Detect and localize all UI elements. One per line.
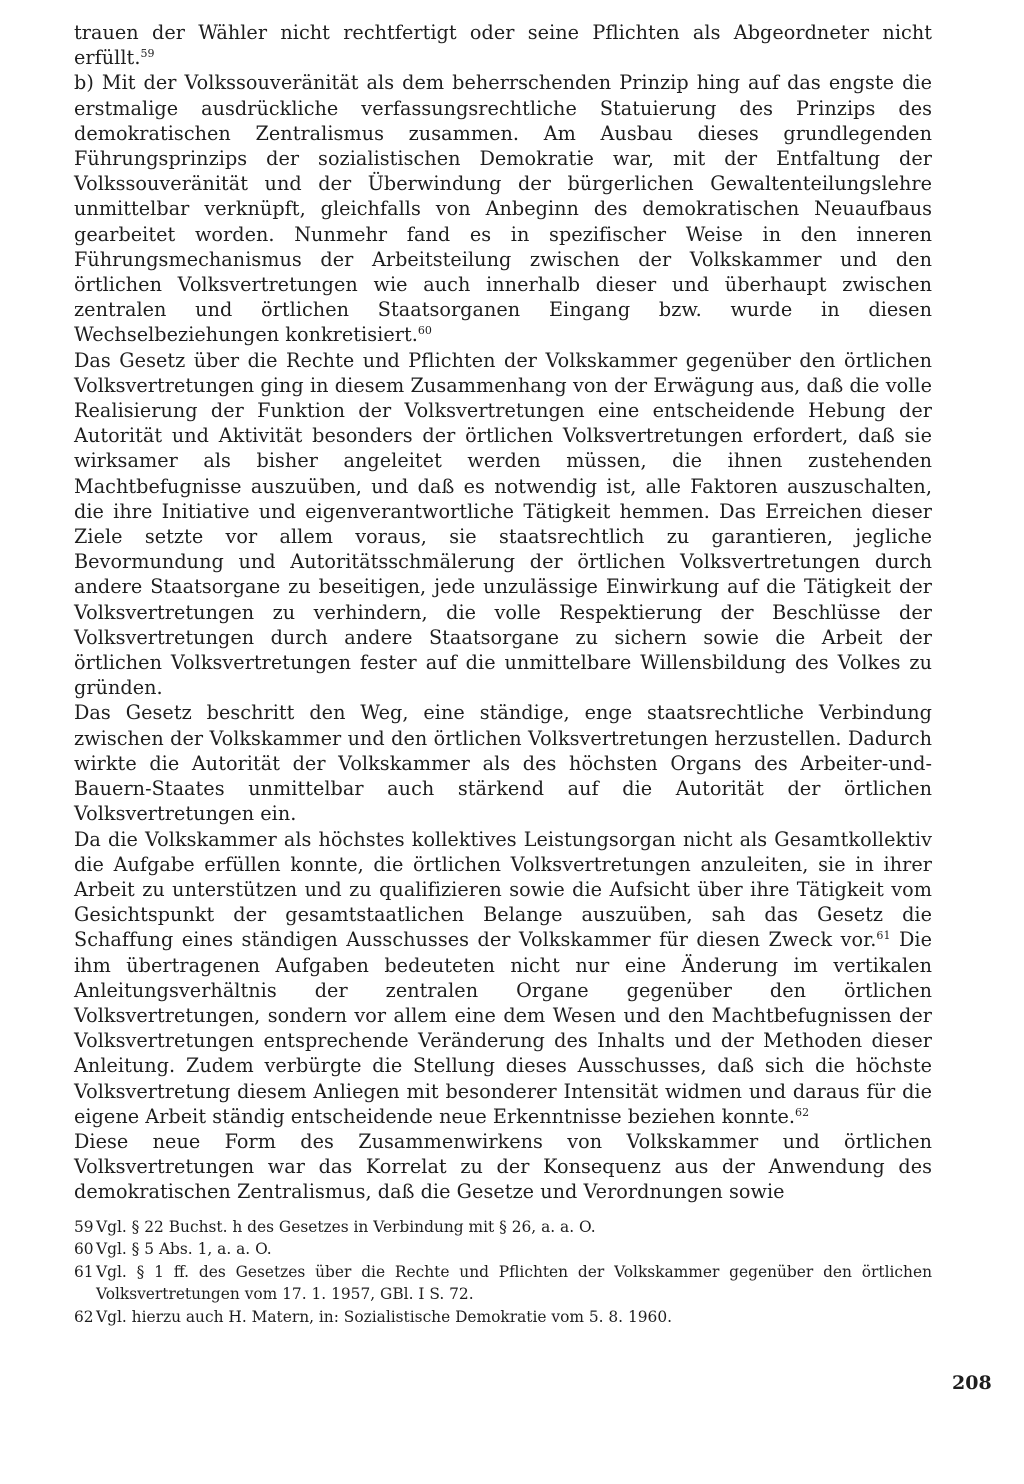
footnotes [74,1216,932,1329]
paragraph: Das Gesetz beschritt den Weg, eine ständige, enge staatsrechtliche Verbindung zwischen der Volkskammer und den örtlichen Volksvertretungen herzustellen. Dadurch wirkte die Autorität der Volkskammer als des höchsten Organs des Arbeiter-und-Bauern-Staates unmittelbar auch stärkend auf die Autorität der örtlichen Volksvertretungen ein. [74,701,932,826]
page-number: 208 [952,1372,992,1394]
footnote-text: Vgl. hierzu auch H. Matern, in: Sozialistische Demokratie vom 5. 8. 1960. [96,1307,673,1326]
book-page [74,20,932,1328]
footnote [74,1306,932,1329]
paragraph: b) Mit der Volkssouveränität als dem beherrschenden Prinzip hing auf das engste die erstmalige ausdrückliche verfassungsrechtliche Statuierung des Prinzips des demokratischen Zentralismus zusammen. Am Ausbau dieses grundlegenden Führungsprinzips der sozialistischen Demokratie war, mit der Entfaltung der Volkssouveränität und der Überwindung der bürgerlichen Gewaltenteilungslehre unmittelbar verknüpft, gleichfalls von Anbeginn des demokratischen Neuaufbaus gearbeitet worden. Nunmehr fand es in spezifischer Weise in den inneren Führungsmechanismus der Arbeitsteilung zwischen der Volkskammer und den örtlichen Volksvertretungen wie auch innerhalb dieser und überhaupt zwischen zentralen und örtlichen Staatsorganen Eingang bzw. wurde in diesen Wechselbeziehungen konkretisiert.$^{60}$ [74,71,932,347]
footnote-number: 62 [74,1307,94,1326]
footnote-number: 61 [74,1262,94,1281]
footnote [74,1261,932,1306]
footnote [74,1216,932,1239]
paragraph: Das Gesetz über die Rechte und Pflichten der Volkskammer gegenüber den örtlichen Volksvertretungen ging in diesem Zusammenhang von der Erwägung aus, daß die volle Realisierung der Funktion der Volksvertretungen eine entscheidende Hebung der Autorität und Aktivität besonders der örtlichen Volksvertretungen erfordert, daß sie wirksamer als bisher angeleitet werden müssen, die ihnen zustehenden Machtbefugnisse auszuüben, und daß es notwendig ist, alle Faktoren auszuschalten, die ihre Initiative und eigenverantwortliche Tätigkeit hemmen. Das Erreichen dieser Ziele setzte vor allem voraus, sie staatsrechtlich zu garantieren, jegliche Bevormundung und Autoritätsschmälerung der örtlichen Volksvertretungen durch andere Staatsorgane zu beseitigen, jede unzulässige Einwirkung auf die Tätigkeit der Volksvertretungen zu verhindern, die volle Respektierung der Beschlüsse der Volksvertretungen durch andere Staatsorgane zu sichern sowie die Arbeit der örtlichen Volksvertretungen fester auf die unmittelbare Willensbildung des Volkes zu gründen. [74,348,932,700]
footnote-text: Vgl. § 1 ff. des Gesetzes über die Rechte und Pflichten der Volkskammer gegenüber den örtlichen Volksvertretungen vom 17. 1. 1957, GBl. I S. 72. [96,1262,932,1304]
footnote-ref: 61 [876,929,891,943]
footnote-text: Vgl. § 5 Abs. 1, a. a. O. [96,1240,272,1259]
paragraph: trauen der Wähler nicht rechtfertigt oder seine Pflichten als Abgeordneter nicht erfüllt.$^{59}$ [74,21,932,70]
footnote-ref: 62 [795,1105,810,1119]
paragraph: Diese neue Form des Zusammenwirkens von Volkskammer und örtlichen Volksvertretungen war das Korrelat zu der Konsequenz aus der Anwendung des demokratischen Zentralismus, daß die Gesetze und Verordnungen sowie [74,1129,932,1204]
footnote-number: 59 [74,1217,94,1236]
footnote [74,1238,932,1261]
footnote-number: 60 [74,1240,94,1259]
footnote-ref: 59 [140,47,155,61]
body-text [74,20,932,1205]
footnote-text: Vgl. § 22 Buchst. h des Gesetzes in Verbindung mit § 26, a. a. O. [96,1217,596,1236]
footnote-ref: 60 [417,324,432,338]
paragraph: Da die Volkskammer als höchstes kollektives Leistungsorgan nicht als Gesamtkollektiv die Aufgabe erfüllen konnte, die örtlichen Volksvertretungen anzuleiten, sie in ihrer Arbeit zu unterstützen und zu qualifizieren sowie die Aufsicht über ihre Tätigkeit vom Gesichtspunkt der gesamtstaatlichen Belange auszuüben, sah das Gesetz die Schaffung eines ständigen Ausschusses der Volkskammer für diesen Zweck vor.$^{61}$ Die ihm übertragenen Aufgaben bedeuteten nicht nur eine Änderung im vertikalen Anleitungsverhältnis der zentralen Organe gegenüber den örtlichen Volksvertretungen, sondern vor allem eine dem Wesen und den Machtbefugnissen der Volksvertretungen entsprechende Veränderung des Inhalts und der Methoden dieser Anleitung. Zudem verbürgte die Stellung dieses Ausschusses, daß sich die höchste Volksvertretung diesem Anliegen mit besonderer Intensität widmen und daraus für die eigene Arbeit ständig entscheidende neue Erkenntnisse beziehen konnte.$^{62}$ [74,827,932,1128]
